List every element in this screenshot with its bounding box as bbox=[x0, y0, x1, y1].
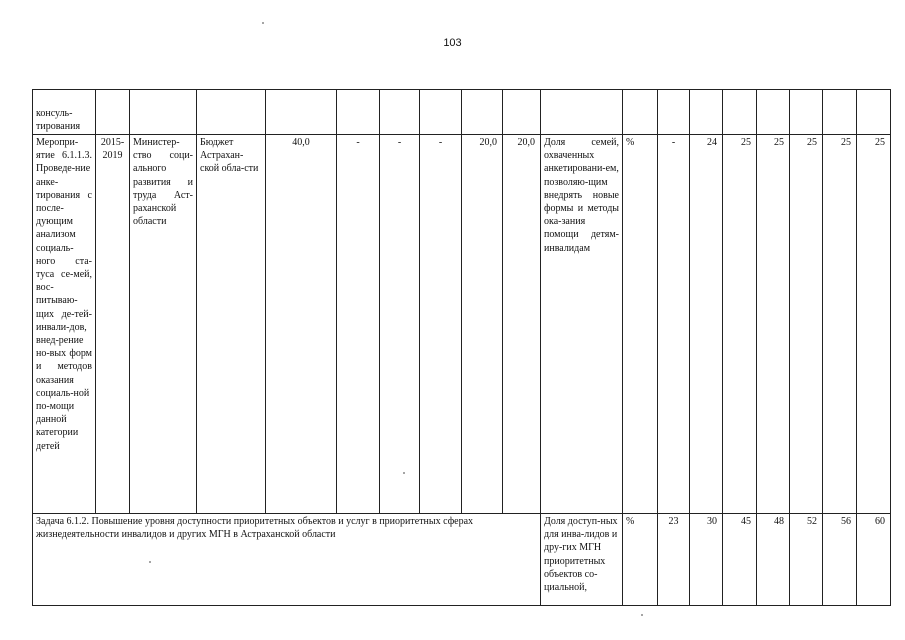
measure-value-5: 25 bbox=[823, 135, 857, 514]
scan-speck bbox=[641, 614, 643, 616]
empty-cell bbox=[623, 90, 658, 135]
empty-cell bbox=[197, 90, 266, 135]
measure-2019: 20,0 bbox=[503, 135, 541, 514]
empty-cell bbox=[757, 90, 790, 135]
measure-value-4: 25 bbox=[790, 135, 823, 514]
empty-cell bbox=[658, 90, 690, 135]
task-value-3: 48 bbox=[757, 514, 790, 606]
table-row-task bbox=[33, 514, 891, 606]
empty-cell bbox=[266, 90, 337, 135]
measure-base-value: - bbox=[658, 135, 690, 514]
task-value-6: 60 bbox=[857, 514, 891, 606]
measure-2016: - bbox=[380, 135, 420, 514]
table-row-continuation bbox=[33, 90, 891, 135]
task-indicator: Доля доступ-ных для инва-лидов и дру-гих МГН приоритетных объектов со-циальной, bbox=[541, 514, 623, 606]
measure-period: 2015-2019 bbox=[96, 135, 130, 514]
empty-cell bbox=[857, 90, 891, 135]
task-unit: % bbox=[623, 514, 658, 606]
measure-value-2: 25 bbox=[723, 135, 757, 514]
empty-cell bbox=[503, 90, 541, 135]
empty-cell bbox=[823, 90, 857, 135]
measure-total: 40,0 bbox=[266, 135, 337, 514]
measure-value-3: 25 bbox=[757, 135, 790, 514]
measure-value-6: 25 bbox=[857, 135, 891, 514]
empty-cell bbox=[380, 90, 420, 135]
measure-indicator: Доля семей, охваченных анкетировани-ем, позволяю-щим внедрять новые формы и методы ока-зания помощи детям-инвалидам bbox=[541, 135, 623, 514]
table-row-measure bbox=[33, 135, 891, 514]
empty-cell bbox=[723, 90, 757, 135]
task-base-value: 23 bbox=[658, 514, 690, 606]
measure-value-1: 24 bbox=[690, 135, 723, 514]
empty-cell bbox=[690, 90, 723, 135]
page-number: 103 bbox=[443, 37, 462, 49]
program-table bbox=[32, 89, 891, 606]
scan-speck bbox=[149, 561, 151, 563]
empty-cell bbox=[790, 90, 823, 135]
measure-name-continued-text: консуль-тирования bbox=[36, 107, 81, 132]
measure-unit: % bbox=[623, 135, 658, 514]
task-value-4: 52 bbox=[790, 514, 823, 606]
empty-cell bbox=[96, 90, 130, 135]
empty-cell bbox=[420, 90, 462, 135]
measure-name-continued bbox=[33, 90, 96, 135]
scan-speck bbox=[403, 472, 405, 474]
empty-cell bbox=[337, 90, 380, 135]
empty-cell bbox=[462, 90, 503, 135]
task-title: Задача 6.1.2. Повышение уровня доступности приоритетных объектов и услуг в приоритетных сферах жизнедеятельности инвалидов и других МГН в Астраханской области bbox=[33, 514, 541, 606]
task-value-5: 56 bbox=[823, 514, 857, 606]
task-value-1: 30 bbox=[690, 514, 723, 606]
measure-source: Бюджет Астрахан-ской обла-сти bbox=[197, 135, 266, 514]
task-value-2: 45 bbox=[723, 514, 757, 606]
measure-2015: - bbox=[337, 135, 380, 514]
measure-2017: - bbox=[420, 135, 462, 514]
measure-executor: Министер-ство соци-ального развития и труда Аст-раханской области bbox=[130, 135, 197, 514]
measure-name: Меропри-ятие 6.1.1.3. Проведе-ние анке-тирования с после-дующим анализом социаль-ного ста-туса се-мей, вос-питываю-щих де-тей-инвали-дов, внед-рение но-вых форм и методов оказания социаль-ной по-мощи данной категории детей bbox=[33, 135, 96, 514]
scan-speck bbox=[262, 22, 264, 24]
empty-cell bbox=[541, 90, 623, 135]
empty-cell bbox=[130, 90, 197, 135]
measure-2018: 20,0 bbox=[462, 135, 503, 514]
